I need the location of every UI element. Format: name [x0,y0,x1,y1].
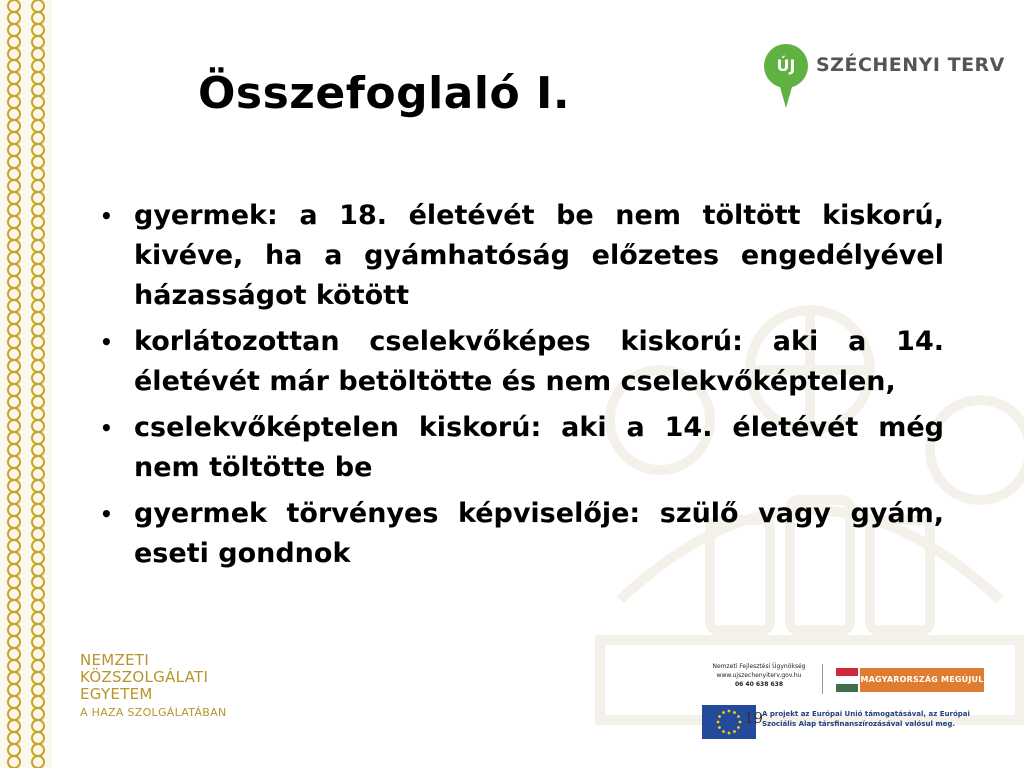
page-number: 19 [744,709,764,727]
knot-motif [8,336,20,360]
knot-motif [8,48,20,72]
knot-motif [32,336,44,360]
knot-motif [8,72,20,96]
agency-url: www.ujszechenyiterv.gov.hu [716,672,802,679]
eu-star [722,730,725,733]
knot-motif [32,384,44,408]
list-item [100,196,944,316]
knot-motif [32,0,44,24]
knot-motif [8,216,20,240]
university-name-line3: EGYETEM [80,685,153,703]
knot-motif [32,408,44,432]
map-pin-icon: ÚJ [764,44,808,88]
knot-motif [8,744,20,768]
knot-motif [32,216,44,240]
university-name-line1: NEMZETI [80,651,150,669]
eu-star [728,732,731,735]
knot-motif [8,408,20,432]
eu-star [728,710,731,713]
campaign-badge [836,668,984,692]
knot-motif [32,432,44,456]
map-pin-tip [778,80,794,108]
knot-motif [8,312,20,336]
knot-motif [8,0,20,24]
eu-star [718,726,721,729]
eu-star [718,715,721,718]
knot-motif [8,120,20,144]
knot-motif [8,624,20,648]
hungarian-flag-icon [836,668,858,692]
knot-motif [8,456,20,480]
knot-motif [32,168,44,192]
list-item [100,494,944,574]
eu-star [733,711,736,714]
eu-star [717,721,720,724]
bullet-list [100,196,944,580]
knot-motif [8,696,20,720]
knot-motif [8,432,20,456]
knot-motif [8,384,20,408]
knot-motif [32,696,44,720]
knot-motif [32,144,44,168]
list-item [100,322,944,402]
knot-motif [8,648,20,672]
knot-motif [32,264,44,288]
list-item [100,408,944,488]
knot-motif [8,192,20,216]
eu-star [737,726,740,729]
campaign-label: MAGYARORSZÁG MEGÚJUL [860,668,984,692]
knot-motif [8,168,20,192]
knot-motif [32,744,44,768]
bullet-text: cselekvőképtelen kiskorú: aki a 14. életévét még nem töltötte be [134,412,944,483]
eu-star [739,721,742,724]
bullet-dot: • [100,502,113,526]
bullet-dot: • [100,416,113,440]
eu-funding-text: A projekt az Európai Unió támogatásával, az Európai Szociális Alap társfinanszírozásával valósul meg. [762,710,970,728]
knot-motif [32,552,44,576]
knot-motif [32,672,44,696]
knot-motif [8,600,20,624]
agency-info [700,662,818,689]
bullet-text: gyermek törvényes képviselője: szülő vagy gyám, eseti gondnok [134,498,944,569]
agency-phone: 06 40 638 638 [734,681,783,688]
knot-motif [32,96,44,120]
celtic-knot-border [0,0,52,768]
knot-pattern [0,0,52,768]
knot-motif [32,528,44,552]
knot-motif [8,288,20,312]
eu-star [733,730,736,733]
knot-motif [8,576,20,600]
knot-motif [32,24,44,48]
bullet-text: korlátozottan cselekvőképes kiskorú: aki a 14. életévét már betöltötte és nem cselekvőképtelen, [134,326,944,397]
knot-motif [8,552,20,576]
bullet-text: gyermek: a 18. életévét be nem töltött kiskorú, kivéve, ha a gyámhatóság előzetes engedélyével házasságot kötött [134,200,944,311]
eu-star [722,711,725,714]
knot-motif [32,72,44,96]
knot-motif [8,672,20,696]
knot-motif [32,480,44,504]
knot-motif [8,720,20,744]
knot-motif [32,192,44,216]
knot-motif [32,720,44,744]
knot-motif [32,648,44,672]
eu-star [737,715,740,718]
knot-motif [8,144,20,168]
divider [822,664,823,694]
university-name-line2: KÖZSZOLGÁLATI [80,668,209,686]
knot-motif [32,624,44,648]
knot-motif [8,24,20,48]
university-tagline: A HAZA SZOLGÁLATÁBAN [80,706,227,719]
szechenyi-terv-logo [764,44,1005,114]
knot-motif [8,264,20,288]
knot-motif [32,288,44,312]
knot-motif [32,456,44,480]
logo-brand-text: SZÉCHENYI TERV [816,54,1005,76]
knot-motif [32,48,44,72]
bullet-dot: • [100,204,113,228]
knot-motif [32,504,44,528]
knot-motif [32,240,44,264]
page-title: Összefoglaló I. [198,68,571,119]
knot-motif [32,120,44,144]
knot-motif [32,360,44,384]
university-logo [80,652,226,721]
knot-motif [8,240,20,264]
knot-motif [8,528,20,552]
knot-motif [8,504,20,528]
knot-motif [8,96,20,120]
agency-name: Nemzeti Fejlesztési Ügynökség [712,663,806,670]
knot-motif [32,312,44,336]
knot-motif [32,576,44,600]
knot-motif [8,480,20,504]
bullet-dot: • [100,330,113,354]
knot-motif [32,600,44,624]
knot-motif [8,360,20,384]
